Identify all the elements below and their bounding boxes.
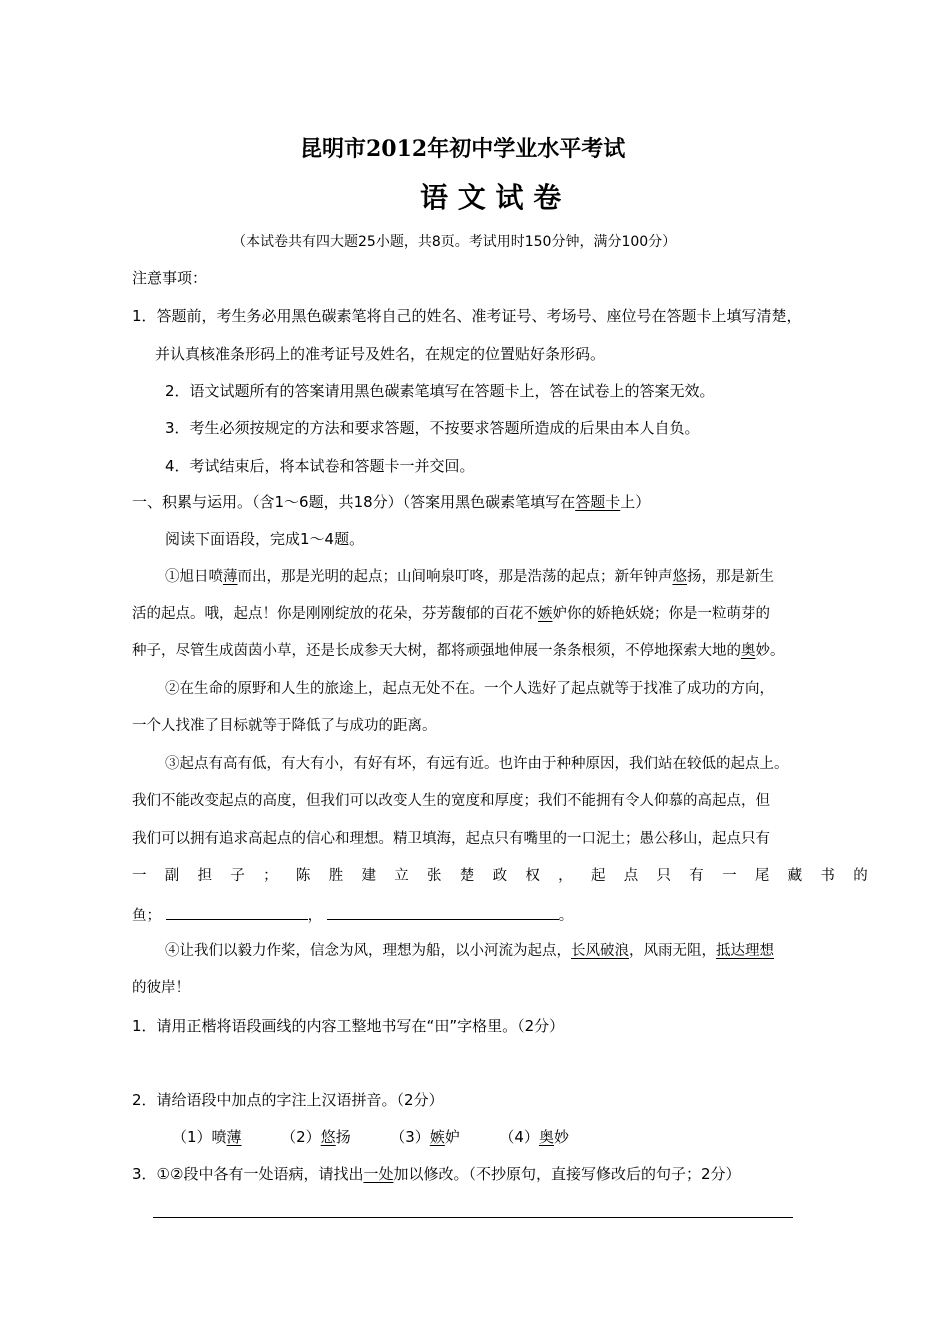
notice-item-2: 2．语文试题所有的答案请用黑色碳素笔填写在答题卡上，答在试卷上的答案无效。 bbox=[165, 382, 715, 400]
question-1: 1．请用正楷将语段画线的内容工整地书写在“田”字格里。（2分） bbox=[132, 1017, 565, 1035]
passage-char: 立 bbox=[394, 868, 409, 884]
passage-char: 楚 bbox=[459, 868, 475, 884]
passage-p2-line2: 一个人找准了目标就等于降低了与成功的距离。 bbox=[132, 718, 437, 734]
passage-p3-line4 bbox=[132, 866, 868, 886]
passage-char: 有 bbox=[689, 868, 704, 884]
notice-heading: 注意事项： bbox=[132, 269, 208, 287]
passage-char: ， bbox=[558, 868, 573, 884]
notice-item-4: 4．考试结束后，将本试卷和答题卡一并交回。 bbox=[165, 457, 475, 475]
passage-char: 书 bbox=[820, 868, 835, 884]
passage-char: 尾 bbox=[754, 868, 770, 884]
option-4: （4）奥妙 bbox=[499, 1128, 569, 1146]
passage-char: 担 bbox=[197, 868, 213, 884]
option-1: （1）喷薄 bbox=[172, 1128, 242, 1146]
passage-p3-line3: 我们可以拥有追求高起点的信心和理想。精卫填海，起点只有嘴里的一口泥土；愚公移山，起点只有 bbox=[132, 831, 770, 847]
exam-subtitle: 语 文 试 卷 bbox=[420, 181, 562, 214]
fill-blank-2[interactable] bbox=[327, 904, 559, 920]
passage-p1-line2: 活的起点。哦，起点！你是刚刚绽放的花朵，芬芳馥郁的百花不嫉妒你的娇艳妖娆；你是一粒萌芽的 bbox=[132, 606, 770, 622]
passage-char: 只 bbox=[656, 868, 671, 884]
passage-char: 政 bbox=[492, 868, 508, 884]
notice-item-1: 1．答题前，考生务必用黑色碳素笔将自己的姓名、准考证号、考场号、座位号在答题卡上填写清楚， bbox=[132, 307, 802, 325]
passage-char: 副 bbox=[164, 868, 180, 884]
passage-p1-line3: 种子，尽管生成茵茵小草，还是长成参天大树，都将顽强地伸展一条条根须，不停地探索大地的奥妙。 bbox=[132, 643, 785, 659]
reading-instruction: 阅读下面语段，完成1～4题。 bbox=[165, 530, 365, 548]
notice-item-3: 3．考生必须按规定的方法和要求答题，不按要求答题所造成的后果由本人自负。 bbox=[165, 419, 700, 437]
passage-char: ； bbox=[263, 868, 278, 884]
passage-char: 子 bbox=[230, 868, 245, 884]
passage-char: 藏 bbox=[787, 868, 803, 884]
passage-p3-line1: ③起点有高有低，有大有小，有好有坏，有远有近。也许由于种种原因，我们站在较低的起点上。 bbox=[165, 756, 789, 772]
question-2-options bbox=[172, 1127, 569, 1147]
passage-p4-line1: ④让我们以毅力作桨，信念为风，理想为船，以小河流为起点，长风破浪，风雨无阻，抵达理想 bbox=[165, 943, 774, 959]
passage-p2-line1: ②在生命的原野和人生的旅途上，起点无处不在。一个人选好了起点就等于找准了成功的方向， bbox=[165, 681, 774, 697]
notice-item-1-cont: 并认真核准条形码上的准考证号及姓名，在规定的位置贴好条形码。 bbox=[155, 345, 606, 363]
question-3: 3．①②段中各有一处语病，请找出一处加以修改。（不抄原句，直接写修改后的句子；2分） bbox=[132, 1165, 741, 1183]
passage-char: 张 bbox=[427, 868, 442, 884]
passage-char: 一 bbox=[722, 868, 737, 884]
passage-char: 陈 bbox=[295, 868, 311, 884]
passage-char: 建 bbox=[361, 868, 376, 884]
passage-char: 起 bbox=[590, 868, 606, 884]
fill-blank-1[interactable] bbox=[166, 904, 308, 920]
exam-info-note: （本试卷共有四大题25小题，共8页。考试用时150分钟，满分100分） bbox=[232, 234, 677, 250]
passage-char: 点 bbox=[623, 868, 639, 884]
question-2: 2．请给语段中加点的字注上汉语拼音。（2分） bbox=[132, 1091, 444, 1109]
passage-p1-line1: ①旭日喷薄而出，那是光明的起点；山间响泉叮咚，那是浩荡的起点；新年钟声悠扬，那是新生 bbox=[165, 569, 774, 585]
answer-line[interactable] bbox=[153, 1217, 793, 1218]
option-3: （3）嫉妒 bbox=[390, 1128, 460, 1146]
option-2: （2）悠扬 bbox=[281, 1128, 351, 1146]
passage-char: 权 bbox=[525, 868, 540, 884]
passage-char: 的 bbox=[853, 868, 868, 884]
section-1-heading: 一、积累与运用。（含1～6题，共18分）（答案用黑色碳素笔填写在答题卡上） bbox=[132, 493, 651, 511]
passage-p3-line5: 鱼； ， 。 bbox=[132, 904, 573, 926]
passage-char: 胜 bbox=[328, 868, 344, 884]
passage-p4-line2: 的彼岸！ bbox=[132, 980, 190, 996]
passage-p3-line2: 我们不能改变起点的高度，但我们可以改变人生的宽度和厚度；我们不能拥有令人仰慕的高起点，但 bbox=[132, 793, 770, 809]
passage-char: 一 bbox=[132, 868, 147, 884]
exam-title: 昆明市2012年初中学业水平考试 bbox=[300, 136, 626, 162]
